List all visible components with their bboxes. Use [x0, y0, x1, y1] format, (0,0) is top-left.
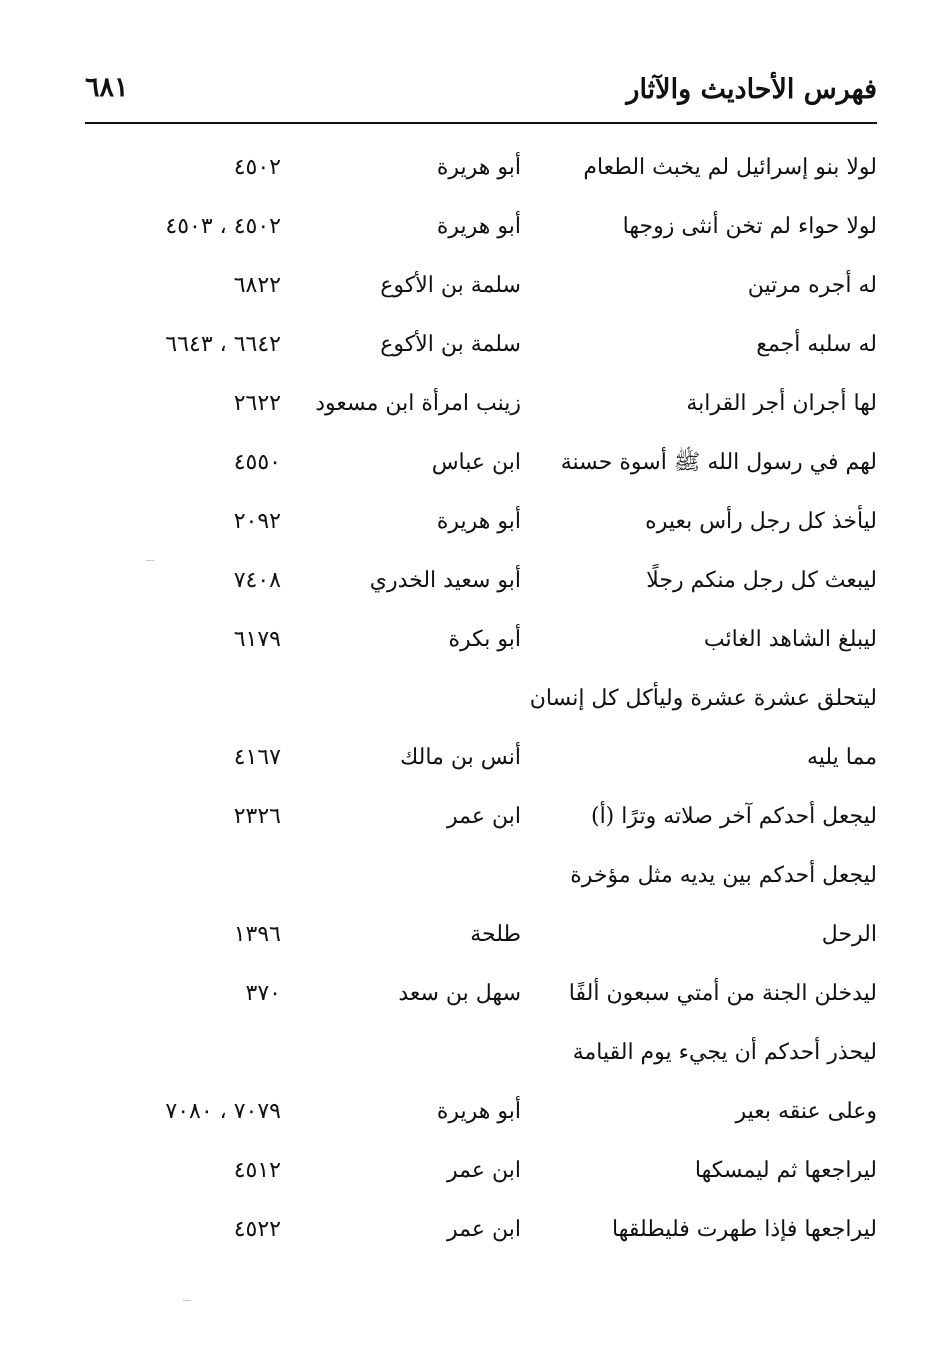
index-entry: [85, 140, 877, 199]
hadith-text: لها أجران أجر القرابة: [686, 391, 877, 416]
hadith-numbers: ٢٣٢٦: [233, 804, 281, 829]
hadith-numbers: ٢٦٢٢: [233, 391, 281, 416]
hadith-text: ليراجعها فإذا طهرت فليطلقها: [612, 1217, 877, 1242]
narrator-name: أنس بن مالك: [400, 745, 521, 770]
hadith-numbers: ١٣٩٦: [233, 922, 281, 947]
narrator-name: أبو سعيد الخدري: [369, 568, 521, 593]
index-entry: [85, 671, 877, 730]
hadith-text: ليتحلق عشرة عشرة وليأكل كل إنسان: [529, 686, 877, 711]
narrator-name: أبو بكرة: [448, 627, 521, 652]
hadith-text: وعلى عنقه بعير: [735, 1099, 877, 1124]
scan-speck: [183, 1300, 191, 1301]
index-entry: [85, 907, 877, 966]
narrator-name: ابن عمر: [447, 1158, 521, 1183]
hadith-text: ليدخلن الجنة من أمتي سبعون ألفًا: [568, 981, 877, 1006]
hadith-numbers: ٦١٧٩: [233, 627, 281, 652]
hadith-text: لهم في رسول الله ﷺ أسوة حسنة: [560, 450, 877, 475]
narrator-name: ابن عباس: [431, 450, 521, 475]
index-entry: [85, 494, 877, 553]
hadith-numbers: ٦٨٢٢: [233, 273, 281, 298]
narrator-name: أبو هريرة: [436, 214, 521, 239]
narrator-name: طلحة: [470, 922, 521, 947]
hadith-text: ليبلغ الشاهد الغائب: [703, 627, 877, 652]
narrator-name: أبو هريرة: [436, 509, 521, 534]
hadith-text: له سلبه أجمع: [756, 332, 877, 357]
hadith-text: الرحل: [821, 922, 877, 947]
hadith-text: ليجعل أحدكم آخر صلاته وترًا (أ): [590, 804, 877, 829]
hadith-numbers: ٤٥١٢: [233, 1158, 281, 1183]
index-entry: [85, 848, 877, 907]
header-rule: [85, 122, 877, 124]
index-entry: [85, 199, 877, 258]
narrator-name: ابن عمر: [447, 804, 521, 829]
page-number: ٦٨١: [85, 72, 129, 103]
narrator-name: سلمة بن الأكوع: [380, 273, 521, 298]
index-entry: [85, 1084, 877, 1143]
hadith-text: مما يليه: [806, 745, 877, 770]
index-entry: [85, 789, 877, 848]
scan-speck: [146, 560, 154, 561]
hadith-numbers: ٧٠٧٩ ، ٧٠٨٠: [165, 1099, 281, 1124]
hadith-text: ليراجعها ثم ليمسكها: [694, 1158, 877, 1183]
hadith-text: ليبعث كل رجل منكم رجلًا: [646, 568, 877, 593]
hadith-text: ليأخذ كل رجل رأس بعيره: [645, 509, 877, 534]
hadith-numbers: ٧٤٠٨: [233, 568, 281, 593]
narrator-name: أبو هريرة: [436, 1099, 521, 1124]
index-entry: [85, 376, 877, 435]
hadith-numbers: ٣٧٠: [245, 981, 281, 1006]
index-entry: [85, 317, 877, 376]
hadith-text: له أجره مرتين: [747, 273, 877, 298]
index-entry: [85, 553, 877, 612]
page-header: [85, 66, 877, 122]
narrator-name: سهل بن سعد: [398, 981, 521, 1006]
hadith-numbers: ٤١٦٧: [233, 745, 281, 770]
index-entry: [85, 1025, 877, 1084]
hadith-text: ليحذر أحدكم أن يجيء يوم القيامة: [572, 1040, 877, 1065]
index-entry: [85, 612, 877, 671]
index-entry: [85, 435, 877, 494]
narrator-name: زينب امرأة ابن مسعود: [315, 391, 521, 416]
hadith-numbers: ٢٠٩٢: [233, 509, 281, 534]
index-entry: [85, 966, 877, 1025]
hadith-text: لولا حواء لم تخن أنثى زوجها: [622, 214, 877, 239]
index-entry: [85, 1202, 877, 1261]
hadith-numbers: ٦٦٤٢ ، ٦٦٤٣: [165, 332, 281, 357]
narrator-name: أبو هريرة: [436, 155, 521, 180]
index-entry: [85, 1143, 877, 1202]
page-title: فهرس الأحاديث والآثار: [626, 74, 877, 105]
hadith-numbers: ٤٥٥٠: [233, 450, 281, 475]
narrator-name: ابن عمر: [447, 1217, 521, 1242]
narrator-name: سلمة بن الأكوع: [380, 332, 521, 357]
hadith-numbers: ٤٥٠٢: [233, 155, 281, 180]
index-entry: [85, 730, 877, 789]
hadith-numbers: ٤٥٠٢ ، ٤٥٠٣: [165, 214, 281, 239]
index-entries: [85, 140, 877, 1261]
hadith-numbers: ٤٥٢٢: [233, 1217, 281, 1242]
hadith-text: ليجعل أحدكم بين يديه مثل مؤخرة: [570, 863, 877, 888]
hadith-text: لولا بنو إسرائيل لم يخبث الطعام: [583, 155, 877, 180]
index-entry: [85, 258, 877, 317]
